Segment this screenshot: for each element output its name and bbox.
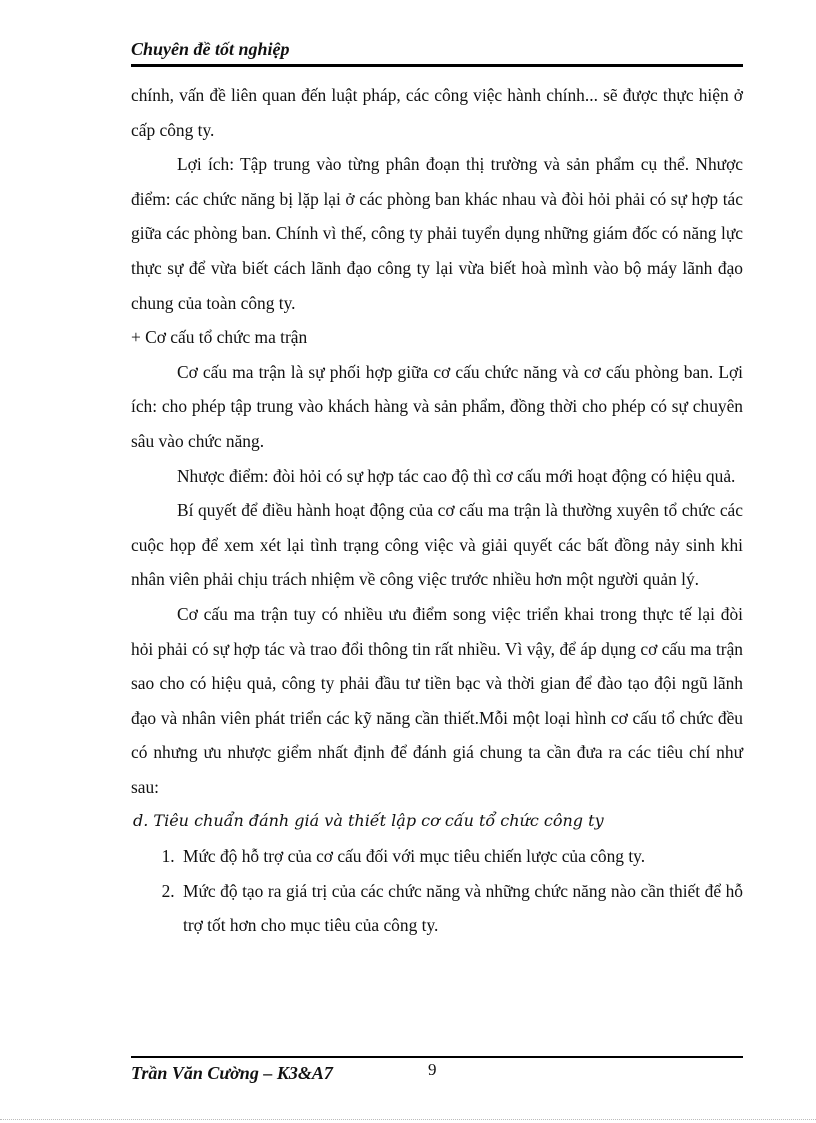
list-item: 1. Mức độ hỗ trợ của cơ cấu đối với mục tiêu chiến lược của công ty. bbox=[179, 839, 743, 874]
criteria-list bbox=[131, 839, 743, 943]
paragraph-benefits: Lợi ích: Tập trung vào từng phân đoạn thị trường và sản phẩm cụ thể. Nhược điểm: các chức năng bị lặp lại ở các phòng ban khác nhau và đòi hỏi phải có sự hợp tác giữa các phòng ban. Chính vì thế, công ty phải tuyển dụng những giám đốc có năng lực thực sự để vừa biết cách lãnh đạo công ty lại vừa biết hoà mình vào bộ máy lãnh đạo chung của toàn công ty. bbox=[131, 154, 743, 313]
document-body bbox=[131, 78, 743, 943]
footer-author: Trần Văn Cường – K3&A7 bbox=[131, 1063, 333, 1083]
page-number: 9 bbox=[428, 1060, 437, 1079]
footer-rule bbox=[131, 1056, 743, 1058]
paragraph-continuation: chính, vấn đề liên quan đến luật pháp, các công việc hành chính... sẽ được thực hiện ở cấp công ty. bbox=[131, 85, 743, 140]
paragraph-drawbacks: Nhược điểm: đòi hỏi có sự hợp tác cao độ thì cơ cấu mới hoạt động có hiệu quả. bbox=[177, 465, 736, 486]
section-heading: d. Tiêu chuẩn đánh giá và thiết lập cơ cấu tổ chức công ty bbox=[133, 811, 604, 831]
paragraph-advantages: Cơ cấu ma trận tuy có nhiều ưu điểm song việc triển khai trong thực tế lại đòi hỏi phải có sự hợp tác và trao đổi thông tin rất nhiều. Vì vậy, để áp dụng cơ cấu ma trận sao cho có hiệu quả, công ty phải đầu tư tiền bạc và thời gian để đào tạo đội ngũ lãnh đạo và nhân viên phát triển các kỹ năng cần thiết.Mỗi một loại hình cơ cấu tổ chức đều có nhưng ưu nhược giểm nhất định để đánh giá chung ta cần đưa ra các tiêu chí như sau: bbox=[131, 603, 743, 797]
paragraph-secret: Bí quyết để điều hành hoạt động của cơ cấu ma trận là thường xuyên tổ chức các cuộc họp để xem xét lại tình trạng công việc và giải quyết các bất đồng nảy sinh khi nhân viên phải chịu trách nhiệm về công việc trước nhiều hơn một người quản lý. bbox=[131, 500, 743, 590]
list-item: 2. Mức độ tạo ra giá trị của các chức năng và những chức năng nào cần thiết để hỗ trợ tốt hơn cho mục tiêu của công ty. bbox=[179, 874, 743, 943]
page-header bbox=[131, 37, 743, 63]
header-title: Chuyên đề tốt nghiệp bbox=[131, 39, 290, 59]
header-rule bbox=[131, 64, 743, 67]
subheading-matrix-structure: + Cơ cấu tổ chức ma trận bbox=[131, 327, 308, 348]
paragraph-matrix-definition: Cơ cấu ma trận là sự phối hợp giữa cơ cấu chức năng và cơ cấu phòng ban. Lợi ích: cho phép tập trung vào khách hàng và sản phẩm, đồng thời cho phép có sự chuyên sâu vào chức năng. bbox=[131, 361, 743, 451]
page-bottom-divider bbox=[0, 1119, 816, 1120]
